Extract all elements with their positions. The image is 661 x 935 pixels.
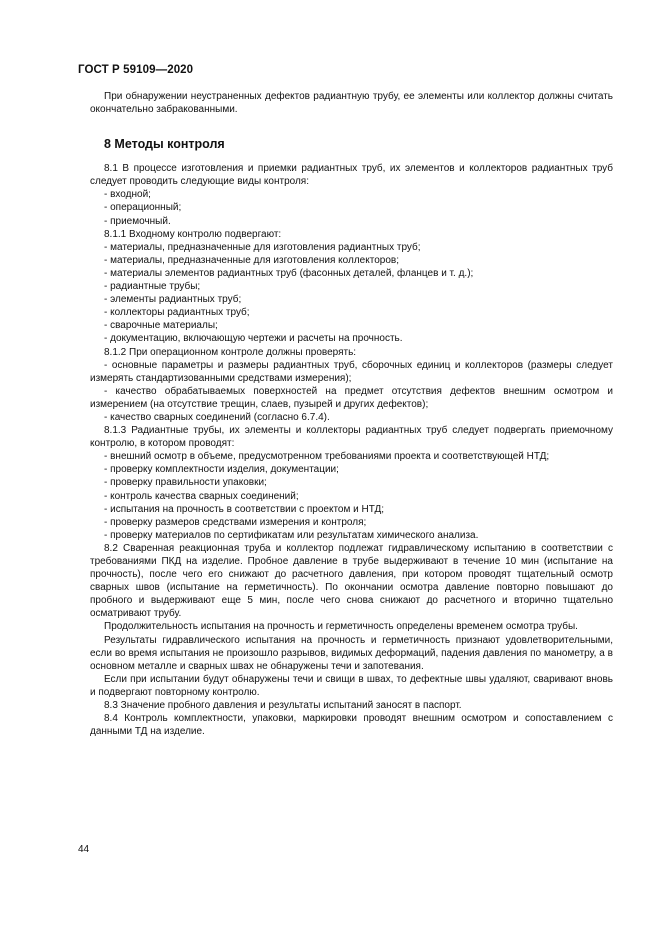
- list-item: - внешний осмотр в объеме, предусмотренном требованиями проекта и соответствующей НТД;: [104, 451, 550, 463]
- list-item: - материалы, предназначенные для изготовления радиантных труб;: [104, 241, 421, 253]
- paragraph: Результаты гидравлического испытания на прочность и герметичность признают удовлетворительными, если во время испытания не произошло разрывов, видимых деформаций, падения давления по манометру, а в основном металле и сварных швах не обнаружены течи и запотевания.: [90, 634, 613, 672]
- paragraph: - качество сварных соединений (согласно 6.7.4).: [104, 411, 330, 423]
- list-item: - коллекторы радиантных труб;: [104, 307, 250, 319]
- list-item: - радиантные трубы;: [104, 281, 201, 293]
- list-item: - проверку комплектности изделия, документации;: [104, 464, 339, 476]
- list-item: - проверку правильности упаковки;: [104, 477, 267, 489]
- list-item: - приемочный.: [104, 215, 171, 227]
- paragraph: 8.1.3 Радиантные трубы, их элементы и коллекторы радиантных труб следует подвергать приемочному контролю, в котором проводят:: [90, 425, 613, 450]
- list-item: - материалы, предназначенные для изготовления коллекторов;: [104, 254, 399, 266]
- section-title: 8 Методы контроля: [104, 137, 225, 152]
- section-body: [90, 162, 613, 738]
- list-item: - элементы радиантных труб;: [104, 294, 242, 306]
- paragraph: 8.4 Контроль комплектности, упаковки, маркировки проводят внешним осмотром и сопоставлением с данными ТД на изделие.: [90, 713, 613, 738]
- list-item: - материалы элементов радиантных труб (фасонных деталей, фланцев и т. д.);: [104, 267, 474, 279]
- list-item: - испытания на прочность в соответствии с проектом и НТД;: [104, 503, 385, 515]
- list-item: - контроль качества сварных соединений;: [104, 490, 299, 502]
- list-item: - входной;: [104, 189, 151, 201]
- list-item: - проверку материалов по сертификатам или результатам химического анализа.: [104, 529, 479, 541]
- page-content: [90, 90, 613, 738]
- list-item: - операционный;: [104, 202, 182, 214]
- page-number: 44: [78, 844, 90, 855]
- paragraph: 8.2 Сваренная реакционная труба и коллектор подлежат гидравлическому испытанию в соответствии с требованиями ПКД на изделие. Пробное давление в трубе выдерживают в течение 10 мин (испытание на прочность), после чего его снижают до расчетного давления, при котором проводят тщательный осмотр сварных швов (испытание на герметичность). По окончании осмотра давление повторно повышают до пробного и выдерживают еще 5 мин, после чего снова снижают до расчетного и вторично тщательно осматривают трубу.: [90, 542, 613, 620]
- paragraph: 8.3 Значение пробного давления и результаты испытаний заносят в паспорт.: [104, 700, 462, 712]
- paragraph: 8.1.2 При операционном контроле должны проверять:: [104, 346, 357, 358]
- list-item: - сварочные материалы;: [104, 320, 218, 332]
- paragraph: 8.1 В процессе изготовления и приемки радиантных труб, их элементов и коллекторов радиантных труб следует проводить следующие виды контроля:: [90, 163, 613, 188]
- list-item: - документацию, включающую чертежи и расчеты на прочность.: [104, 333, 403, 345]
- paragraph: Продолжительность испытания на прочность и герметичность определены временем осмотра трубы.: [104, 621, 578, 633]
- paragraph: Если при испытании будут обнаружены течи и свищи в швах, то дефектные швы удаляют, сваривают вновь и подвергают повторному контролю.: [90, 673, 613, 698]
- paragraph: 8.1.1 Входному контролю подвергают:: [104, 228, 282, 240]
- paragraph: - качество обрабатываемых поверхностей на предмет отсутствия дефектов внешним осмотром и измерением (на отсутствие трещин, слаев, пузырей и других дефектов);: [90, 385, 613, 410]
- intro-paragraph: При обнаружении неустраненных дефектов радиантную трубу, ее элементы или коллектор должны считать окончательно забракованными.: [90, 91, 613, 116]
- list-item: - проверку размеров средствами измерения и контроля;: [104, 516, 367, 528]
- standard-header: ГОСТ Р 59109—2020: [78, 64, 194, 76]
- paragraph: - основные параметры и размеры радиантных труб, сборочных единиц и коллекторов (размеры следует измерять стандартизованными средствами измерения);: [90, 359, 613, 384]
